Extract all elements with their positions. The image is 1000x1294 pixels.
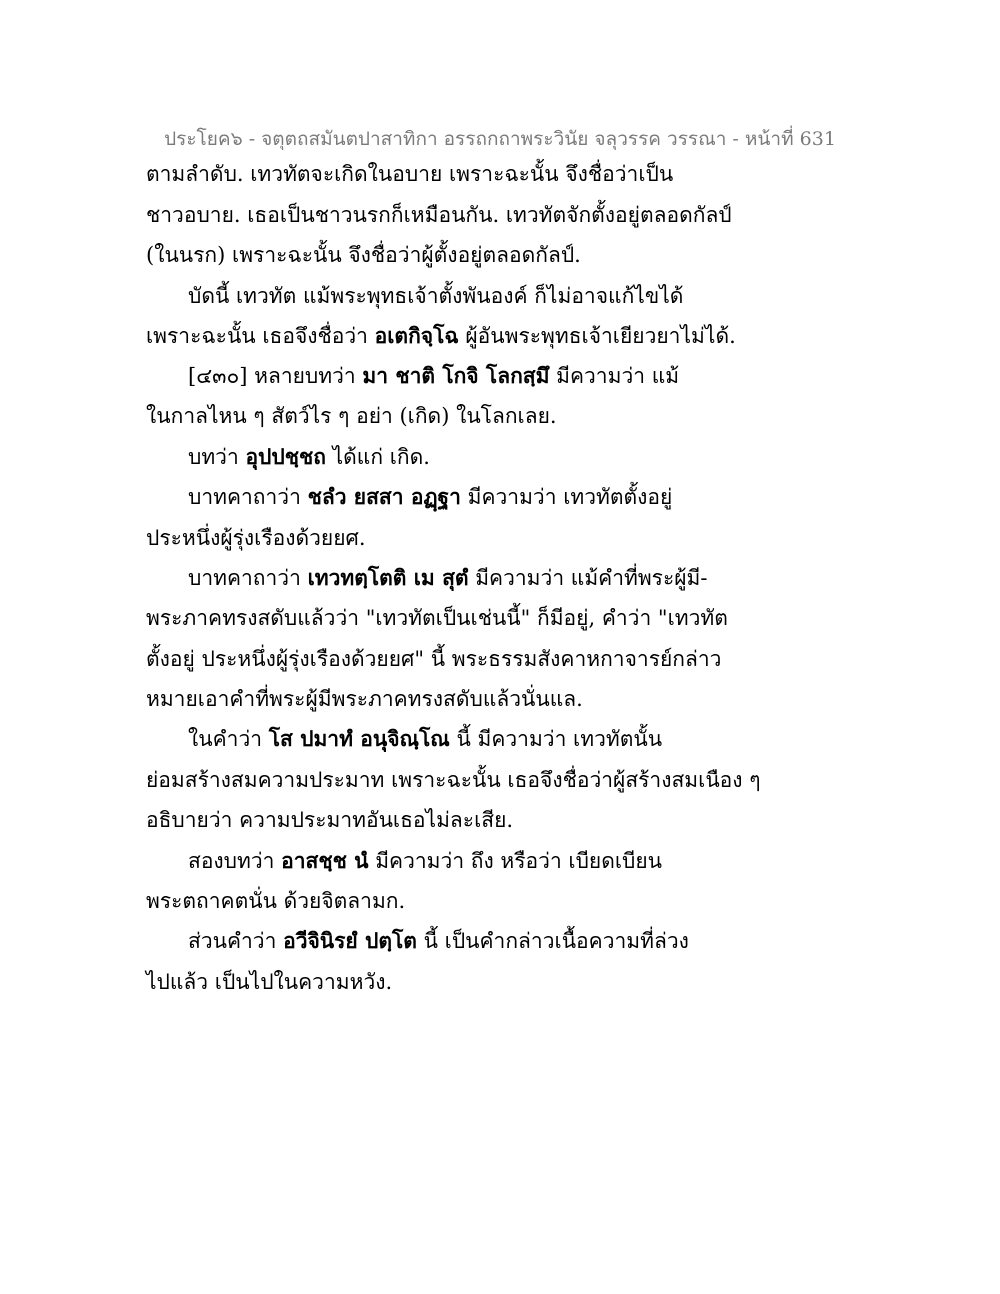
page-header: ประโยค๖ - จตุตถสมันตปาสาทิกา อรรถกถาพระวินัย จลุวรรค วรรณา - หน้าที่ 631 bbox=[164, 128, 836, 150]
body-line: (ในนรก) เพราะฉะนั้น จึงชื่อว่าผู้ตั้งอยู่ตลอดกัลป์. bbox=[146, 243, 581, 267]
body-line bbox=[188, 443, 430, 471]
body-line: หมายเอาคำที่พระผู้มีพระภาคทรงสดับแล้วนั่นแล. bbox=[146, 687, 583, 711]
body-line: ประหนึ่งผู้รุ่งเรืองด้วยยศ. bbox=[146, 526, 366, 550]
text-segment: ผู้อันพระพุทธเจ้าเยียวยาไม่ได้. bbox=[458, 324, 736, 348]
body-line: พระภาคทรงสดับแล้วว่า "เทวทัตเป็นเช่นนี้" ก็มีอยู่, คำว่า "เทวทัต bbox=[146, 606, 728, 630]
body-line bbox=[146, 322, 736, 350]
text-segment: สองบทว่า bbox=[188, 849, 282, 873]
body-line: พระตถาคตนั่น ด้วยจิตลามก. bbox=[146, 889, 406, 913]
text-segment: บทว่า bbox=[188, 445, 246, 469]
text-segment: นี้ เป็นคำกล่าวเนื้อความที่ล่วง bbox=[416, 929, 689, 953]
body-line: ย่อมสร้างสมความประมาท เพราะฉะนั้น เธอจึงชื่อว่าผู้สร้างสมเนือง ๆ bbox=[146, 768, 761, 792]
pali-term: อาสชฺช นํ bbox=[281, 848, 369, 873]
text-segment: นี้ มีความว่า เทวทัตนั้น bbox=[449, 727, 663, 751]
pali-term: เทวทตฺโตติ เม สุตํ bbox=[307, 565, 469, 590]
pali-term: มา ชาติ โกจิ โลกสฺมึ bbox=[362, 363, 550, 388]
text-segment: ในคำว่า bbox=[188, 727, 269, 751]
body-line bbox=[188, 927, 689, 955]
body-line: ชาวอบาย. เธอเป็นชาวนรกก็เหมือนกัน. เทวทัตจักตั้งอยู่ตลอดกัลป์ bbox=[146, 203, 732, 227]
pali-term: ชลํว ยสสา อฏฺฐา bbox=[307, 484, 461, 509]
text-segment: บาทคาถาว่า bbox=[188, 566, 308, 590]
text-segment: มีความว่า ถึง หรือว่า เบียดเบียน bbox=[368, 849, 663, 873]
body-line: ไปแล้ว เป็นไปในความหวัง. bbox=[146, 970, 393, 994]
text-segment: มีความว่า เทวทัตตั้งอยู่ bbox=[460, 485, 673, 509]
text-segment: ส่วนคำว่า bbox=[188, 929, 284, 953]
body-line: ในกาลไหน ๆ สัตว์ไร ๆ อย่า (เกิด) ในโลกเลย. bbox=[146, 404, 557, 428]
body-line: ตั้งอยู่ ประหนึ่งผู้รุ่งเรืองด้วยยศ" นี้ พระธรรมสังคาหกาจารย์กล่าว bbox=[146, 647, 722, 671]
pali-term: โส ปมาทํ อนุจิณฺโณ bbox=[268, 726, 450, 751]
body-line bbox=[188, 847, 662, 875]
pali-term: อเตกิจฺโฉ bbox=[374, 323, 459, 348]
body-line: ตามลำดับ. เทวทัตจะเกิดในอบาย เพราะฉะนั้น จึงชื่อว่าเป็น bbox=[146, 162, 674, 186]
body-line bbox=[188, 362, 679, 390]
text-segment: ได้แก่ เกิด. bbox=[325, 445, 430, 469]
body-line bbox=[188, 483, 672, 511]
body-line bbox=[188, 725, 662, 753]
body-line: บัดนี้ เทวทัต แม้พระพุทธเจ้าตั้งพันองค์ ก็ไม่อาจแก้ไขได้ bbox=[188, 284, 684, 308]
text-segment: บาทคาถาว่า bbox=[188, 485, 308, 509]
text-segment: เพราะฉะนั้น เธอจึงชื่อว่า bbox=[146, 324, 375, 348]
pali-term: อุปปชฺชถ bbox=[245, 444, 326, 469]
text-segment: มีความว่า แม้ bbox=[549, 364, 680, 388]
body-line bbox=[188, 564, 708, 592]
body-line: อธิบายว่า ความประมาทอันเธอไม่ละเสีย. bbox=[146, 808, 514, 832]
text-segment: [๔๓๐] หลายบทว่า bbox=[188, 364, 363, 388]
pali-term: อวีจินิรยํ ปตฺโต bbox=[283, 928, 417, 953]
text-segment: มีความว่า แม้คำที่พระผู้มี- bbox=[468, 566, 708, 590]
